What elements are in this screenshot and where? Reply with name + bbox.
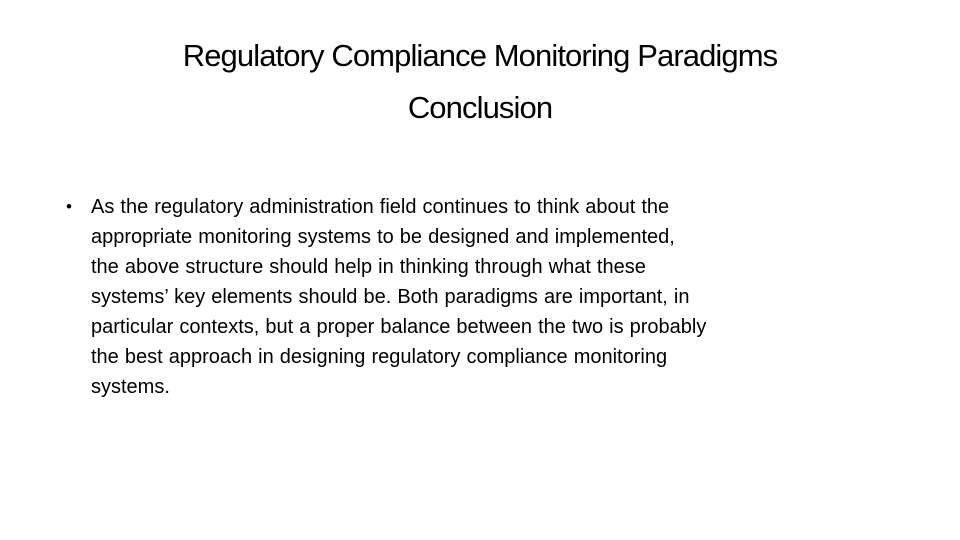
bullet-icon: • (66, 197, 72, 216)
slide-title-line-2: Conclusion (407, 90, 553, 125)
slide-title (60, 30, 900, 134)
slide-title-line-1: Regulatory Compliance Monitoring Paradigms (182, 38, 778, 73)
slide-body (66, 192, 896, 402)
bullet-text: As the regulatory administration field continues to think about the appropriate monitoring systems to be designed and implemented, the above structure should help in thinking through what these systems’ key elements should be. Both paradigms are important, in particular contexts, but a proper balance between the two is probably the best approach in designing regulatory compliance monitoring systems. (91, 196, 707, 398)
bullet-item (66, 192, 896, 402)
